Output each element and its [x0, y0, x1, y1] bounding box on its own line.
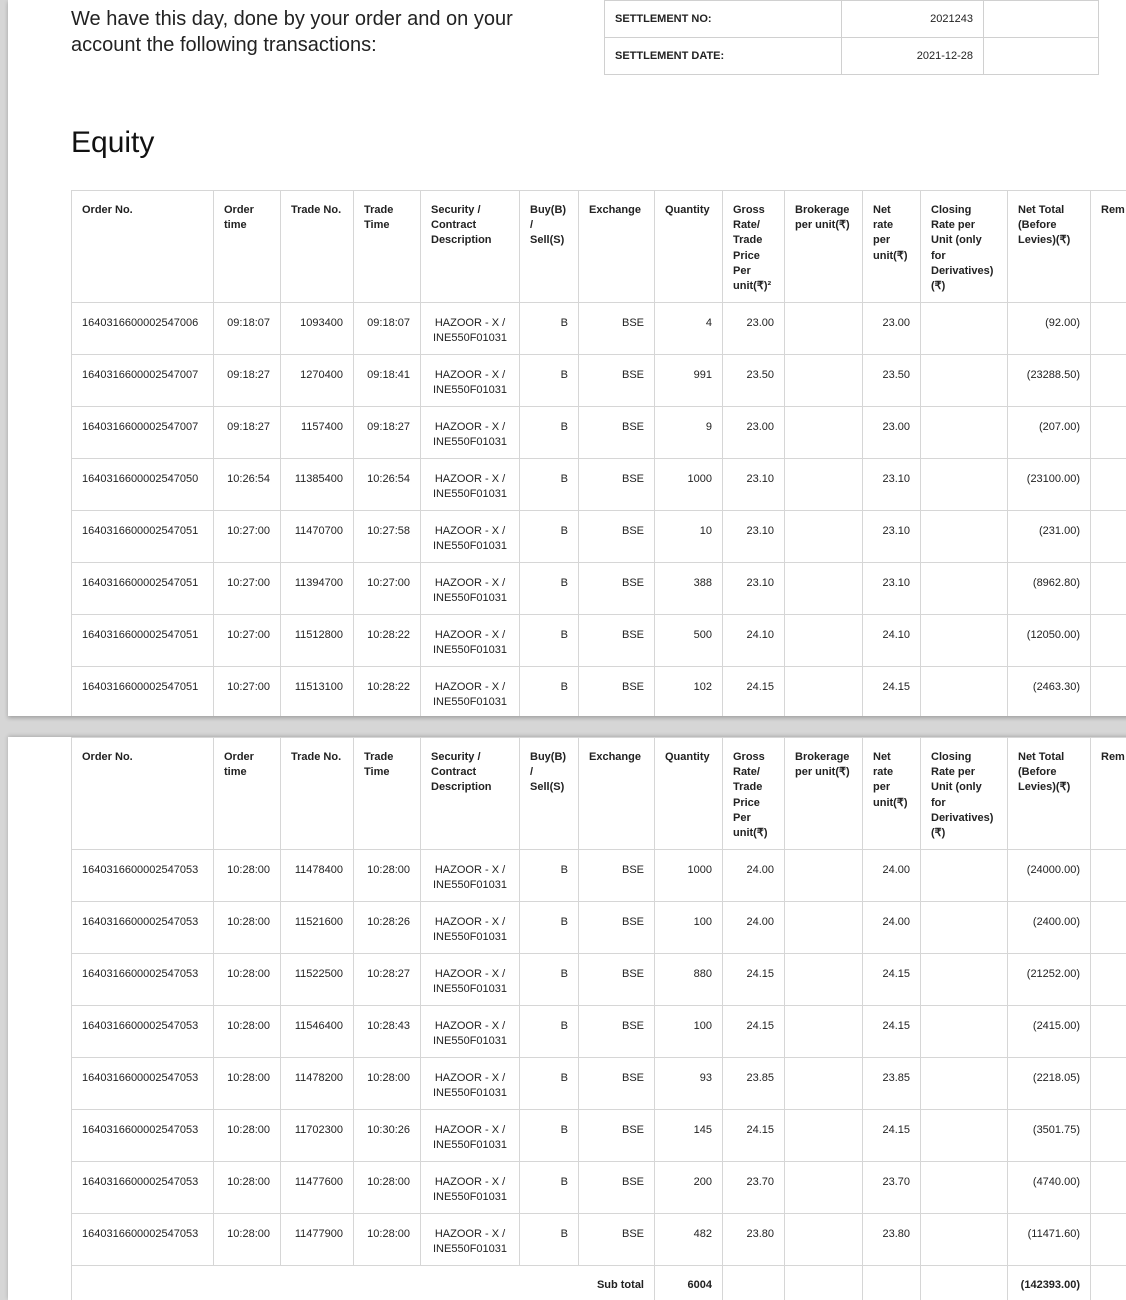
- cell-quantity: 1000: [655, 850, 723, 902]
- column-header-quantity: Quantity: [655, 191, 723, 303]
- settlement-no-row: [605, 1, 1099, 38]
- cell-security: HAZOOR - X / INE550F01031: [421, 459, 520, 511]
- cell-brokerage: [785, 355, 863, 407]
- cell-net-total: (2415.00): [1008, 1006, 1091, 1058]
- cell-buy-sell: B: [520, 850, 579, 902]
- cell-order-no: 1640316600002547053: [72, 1110, 214, 1162]
- column-header-order-no: Order No.: [72, 738, 214, 850]
- cell-quantity: 482: [655, 1214, 723, 1266]
- cell-order-time: 10:28:00: [214, 902, 281, 954]
- cell-trade-no: 1093400: [281, 303, 354, 355]
- table-row: [72, 563, 1126, 615]
- cell-brokerage: [785, 407, 863, 459]
- column-header-order-time: Order time: [214, 191, 281, 303]
- cell-buy-sell: B: [520, 902, 579, 954]
- cell-order-time: 09:18:07: [214, 303, 281, 355]
- cell-order-no: 1640316600002547053: [72, 1214, 214, 1266]
- cell-trade-time: 09:18:27: [354, 407, 421, 459]
- cell-exchange: BSE: [579, 902, 655, 954]
- cell-security: HAZOOR - X / INE550F01031: [421, 1058, 520, 1110]
- cell-order-no: 1640316600002547053: [72, 850, 214, 902]
- cell-quantity: 500: [655, 615, 723, 667]
- settlement-date-value: 2021-12-28: [842, 38, 984, 75]
- cell-trade-time: 10:28:00: [354, 850, 421, 902]
- cell-order-no: 1640316600002547053: [72, 1058, 214, 1110]
- table-row: [72, 355, 1126, 407]
- cell-trade-no: 11546400: [281, 1006, 354, 1058]
- cell-gross-rate: 24.15: [723, 667, 785, 717]
- cell-brokerage: [785, 511, 863, 563]
- cell-order-time: 10:28:00: [214, 1006, 281, 1058]
- cell-net-rate: 23.10: [863, 563, 921, 615]
- cell-gross-rate: 23.80: [723, 1214, 785, 1266]
- cell-gross-rate: 24.00: [723, 902, 785, 954]
- cell-net-rate: 24.15: [863, 1006, 921, 1058]
- cell-remarks: [1091, 511, 1126, 563]
- cell-brokerage: [785, 1058, 863, 1110]
- cell-net-total: (231.00): [1008, 511, 1091, 563]
- cell-security: HAZOOR - X / INE550F01031: [421, 902, 520, 954]
- cell-security: HAZOOR - X / INE550F01031: [421, 1006, 520, 1058]
- cell-brokerage: [785, 563, 863, 615]
- cell-exchange: BSE: [579, 355, 655, 407]
- table-row: [72, 511, 1126, 563]
- column-header-trade-no: Trade No.: [281, 738, 354, 850]
- cell-exchange: BSE: [579, 1058, 655, 1110]
- cell-brokerage: [785, 1162, 863, 1214]
- cell-buy-sell: B: [520, 1110, 579, 1162]
- cell-brokerage: [785, 667, 863, 717]
- cell-buy-sell: B: [520, 407, 579, 459]
- cell-closing-rate: [921, 355, 1008, 407]
- cell-closing-rate: [921, 1058, 1008, 1110]
- cell-buy-sell: B: [520, 1006, 579, 1058]
- cell-order-no: 1640316600002547051: [72, 615, 214, 667]
- cell-net-rate: 23.00: [863, 407, 921, 459]
- column-header-trade-time: Trade Time: [354, 738, 421, 850]
- cell-exchange: BSE: [579, 303, 655, 355]
- column-header-quantity: Quantity: [655, 738, 723, 850]
- cell-quantity: 100: [655, 902, 723, 954]
- column-header-closing-rate: Closing Rate per Unit (only for Derivatives)(₹): [921, 738, 1008, 850]
- column-header-buy-sell: Buy(B) / Sell(S): [520, 738, 579, 850]
- cell-net-total: (92.00): [1008, 303, 1091, 355]
- cell-trade-no: 1157400: [281, 407, 354, 459]
- cell-net-rate: 23.70: [863, 1162, 921, 1214]
- settlement-date-row: [605, 38, 1099, 75]
- cell-closing-rate: [921, 1162, 1008, 1214]
- table-row: [72, 1110, 1126, 1162]
- cell-trade-time: 10:28:26: [354, 902, 421, 954]
- cell-security: HAZOOR - X / INE550F01031: [421, 407, 520, 459]
- cell-quantity: 93: [655, 1058, 723, 1110]
- cell-quantity: 991: [655, 355, 723, 407]
- column-header-order-no: Order No.: [72, 191, 214, 303]
- cell-net-rate: 23.80: [863, 1214, 921, 1266]
- cell-order-no: 1640316600002547007: [72, 407, 214, 459]
- cell-quantity: 102: [655, 667, 723, 717]
- table-row: [72, 902, 1126, 954]
- column-header-buy-sell: Buy(B) / Sell(S): [520, 191, 579, 303]
- cell-order-no: 1640316600002547051: [72, 511, 214, 563]
- cell-gross-rate: 24.15: [723, 1006, 785, 1058]
- statement-page-1: [8, 0, 1126, 716]
- cell-order-time: 09:18:27: [214, 355, 281, 407]
- cell-order-no: 1640316600002547007: [72, 355, 214, 407]
- cell-gross-rate: 24.15: [723, 1110, 785, 1162]
- table-row: [72, 1058, 1126, 1110]
- table-row: [72, 1162, 1126, 1214]
- cell-closing-rate: [921, 407, 1008, 459]
- intro-text: We have this day, done by your order and on your account the following transactions:: [71, 8, 513, 56]
- cell-brokerage: [785, 615, 863, 667]
- cell-remarks: [1091, 902, 1126, 954]
- cell-gross-rate: 24.10: [723, 615, 785, 667]
- cell-gross-rate: 23.00: [723, 303, 785, 355]
- cell-trade-no: 11521600: [281, 902, 354, 954]
- cell-trade-no: 11477900: [281, 1214, 354, 1266]
- column-header-security: Security / Contract Description: [421, 191, 520, 303]
- cell-remarks: [1091, 563, 1126, 615]
- cell-gross-rate: 23.10: [723, 511, 785, 563]
- table-row: [72, 615, 1126, 667]
- subtotal-empty-cell: [723, 1266, 785, 1300]
- cell-trade-time: 10:26:54: [354, 459, 421, 511]
- subtotal-empty-cell: [785, 1266, 863, 1300]
- cell-trade-no: 11477600: [281, 1162, 354, 1214]
- cell-trade-no: 11470700: [281, 511, 354, 563]
- cell-order-no: 1640316600002547053: [72, 902, 214, 954]
- column-header-trade-time: Trade Time: [354, 191, 421, 303]
- cell-security: HAZOOR - X / INE550F01031: [421, 1214, 520, 1266]
- cell-closing-rate: [921, 954, 1008, 1006]
- cell-buy-sell: B: [520, 563, 579, 615]
- cell-net-total: (12050.00): [1008, 615, 1091, 667]
- column-header-brokerage: Brokerage per unit(₹): [785, 191, 863, 303]
- table-row: [72, 407, 1126, 459]
- table-row: [72, 459, 1126, 511]
- subtotal-empty-cell: [863, 1266, 921, 1300]
- cell-net-rate: 24.15: [863, 667, 921, 717]
- cell-remarks: [1091, 355, 1126, 407]
- cell-trade-time: 10:28:43: [354, 1006, 421, 1058]
- cell-remarks: [1091, 303, 1126, 355]
- cell-exchange: BSE: [579, 1110, 655, 1162]
- cell-net-total: (8962.80): [1008, 563, 1091, 615]
- equity-trades-table-page2: [71, 737, 1126, 1300]
- cell-remarks: [1091, 1110, 1126, 1162]
- cell-net-total: (24000.00): [1008, 850, 1091, 902]
- cell-remarks: [1091, 1162, 1126, 1214]
- cell-net-rate: 24.00: [863, 850, 921, 902]
- cell-closing-rate: [921, 1110, 1008, 1162]
- cell-trade-time: 10:30:26: [354, 1110, 421, 1162]
- cell-trade-no: 11512800: [281, 615, 354, 667]
- cell-gross-rate: 24.00: [723, 850, 785, 902]
- cell-trade-no: 11478200: [281, 1058, 354, 1110]
- cell-exchange: BSE: [579, 1162, 655, 1214]
- cell-net-rate: 24.10: [863, 615, 921, 667]
- table-row: [72, 954, 1126, 1006]
- subtotal-label: Sub total: [72, 1266, 655, 1300]
- cell-exchange: BSE: [579, 407, 655, 459]
- cell-brokerage: [785, 459, 863, 511]
- cell-exchange: BSE: [579, 954, 655, 1006]
- cell-remarks: [1091, 850, 1126, 902]
- cell-remarks: [1091, 1006, 1126, 1058]
- cell-security: HAZOOR - X / INE550F01031: [421, 563, 520, 615]
- statement-page-2: [8, 737, 1126, 1300]
- cell-brokerage: [785, 954, 863, 1006]
- cell-trade-no: 1270400: [281, 355, 354, 407]
- table-header-row: [72, 191, 1126, 303]
- cell-quantity: 1000: [655, 459, 723, 511]
- cell-exchange: BSE: [579, 511, 655, 563]
- cell-trade-no: 11394700: [281, 563, 354, 615]
- cell-quantity: 4: [655, 303, 723, 355]
- cell-gross-rate: 23.00: [723, 407, 785, 459]
- column-header-net-rate: Net rate per unit(₹): [863, 191, 921, 303]
- subtotal-empty-cell: [921, 1266, 1008, 1300]
- cell-brokerage: [785, 303, 863, 355]
- cell-brokerage: [785, 902, 863, 954]
- cell-exchange: BSE: [579, 563, 655, 615]
- cell-remarks: [1091, 1058, 1126, 1110]
- equity-trades-table-page1: [71, 190, 1126, 716]
- settlement-date-label: SETTLEMENT DATE:: [605, 38, 842, 75]
- cell-remarks: [1091, 615, 1126, 667]
- cell-buy-sell: B: [520, 511, 579, 563]
- cell-trade-time: 10:28:22: [354, 615, 421, 667]
- column-header-order-time: Order time: [214, 738, 281, 850]
- table-row: [72, 303, 1126, 355]
- cell-closing-rate: [921, 303, 1008, 355]
- cell-buy-sell: B: [520, 1214, 579, 1266]
- cell-trade-no: 11522500: [281, 954, 354, 1006]
- cell-trade-no: 11702300: [281, 1110, 354, 1162]
- cell-brokerage: [785, 1110, 863, 1162]
- cell-order-time: 09:18:27: [214, 407, 281, 459]
- section-title-equity: Equity: [71, 126, 155, 159]
- cell-quantity: 145: [655, 1110, 723, 1162]
- cell-net-rate: 24.15: [863, 954, 921, 1006]
- cell-order-time: 10:27:00: [214, 563, 281, 615]
- cell-brokerage: [785, 1006, 863, 1058]
- cell-gross-rate: 23.10: [723, 563, 785, 615]
- cell-exchange: BSE: [579, 1214, 655, 1266]
- cell-closing-rate: [921, 902, 1008, 954]
- table-row: [72, 1006, 1126, 1058]
- column-header-exchange: Exchange: [579, 191, 655, 303]
- cell-net-total: (3501.75): [1008, 1110, 1091, 1162]
- cell-net-rate: 23.50: [863, 355, 921, 407]
- cell-security: HAZOOR - X / INE550F01031: [421, 1162, 520, 1214]
- cell-order-time: 10:28:00: [214, 1058, 281, 1110]
- cell-quantity: 100: [655, 1006, 723, 1058]
- cell-remarks: [1091, 459, 1126, 511]
- cell-security: HAZOOR - X / INE550F01031: [421, 615, 520, 667]
- cell-buy-sell: B: [520, 1058, 579, 1110]
- cell-quantity: 10: [655, 511, 723, 563]
- column-header-net-total: Net Total (Before Levies)(₹): [1008, 738, 1091, 850]
- cell-order-no: 1640316600002547053: [72, 954, 214, 1006]
- cell-gross-rate: 24.15: [723, 954, 785, 1006]
- cell-buy-sell: B: [520, 303, 579, 355]
- cell-security: HAZOOR - X / INE550F01031: [421, 1110, 520, 1162]
- cell-exchange: BSE: [579, 1006, 655, 1058]
- cell-net-total: (2400.00): [1008, 902, 1091, 954]
- column-header-trade-no: Trade No.: [281, 191, 354, 303]
- table-row: [72, 667, 1126, 717]
- column-header-remarks: Rem: [1091, 191, 1126, 303]
- subtotal-quantity: 6004: [655, 1266, 723, 1300]
- cell-closing-rate: [921, 1006, 1008, 1058]
- cell-trade-time: 10:28:00: [354, 1058, 421, 1110]
- cell-net-total: (11471.60): [1008, 1214, 1091, 1266]
- cell-order-no: 1640316600002547053: [72, 1006, 214, 1058]
- cell-remarks: [1091, 667, 1126, 717]
- cell-order-time: 10:27:00: [214, 511, 281, 563]
- cell-security: HAZOOR - X / INE550F01031: [421, 850, 520, 902]
- column-header-closing-rate: Closing Rate per Unit (only for Derivatives)(₹): [921, 191, 1008, 303]
- subtotal-empty-cell: [1091, 1266, 1126, 1300]
- column-header-gross-rate: Gross Rate/ Trade Price Per unit(₹): [723, 738, 785, 850]
- column-header-remarks: Rem: [1091, 738, 1126, 850]
- cell-closing-rate: [921, 563, 1008, 615]
- column-header-brokerage: Brokerage per unit(₹): [785, 738, 863, 850]
- cell-remarks: [1091, 407, 1126, 459]
- table-header-row: [72, 738, 1126, 850]
- cell-closing-rate: [921, 667, 1008, 717]
- table-row: [72, 1214, 1126, 1266]
- cell-order-time: 10:28:00: [214, 954, 281, 1006]
- cell-order-no: 1640316600002547051: [72, 563, 214, 615]
- cell-trade-time: 10:28:22: [354, 667, 421, 717]
- cell-net-rate: 23.10: [863, 511, 921, 563]
- settlement-no-label: SETTLEMENT NO:: [605, 1, 842, 38]
- cell-remarks: [1091, 1214, 1126, 1266]
- settlement-no-value: 2021243: [842, 1, 984, 38]
- subtotal-net-total: (142393.00): [1008, 1266, 1091, 1300]
- cell-buy-sell: B: [520, 355, 579, 407]
- cell-trade-time: 10:28:00: [354, 1162, 421, 1214]
- cell-security: HAZOOR - X / INE550F01031: [421, 303, 520, 355]
- cell-net-total: (23288.50): [1008, 355, 1091, 407]
- cell-quantity: 9: [655, 407, 723, 459]
- cell-net-rate: 24.00: [863, 902, 921, 954]
- cell-closing-rate: [921, 850, 1008, 902]
- column-header-security: Security / Contract Description: [421, 738, 520, 850]
- cell-exchange: BSE: [579, 459, 655, 511]
- cell-trade-time: 10:27:58: [354, 511, 421, 563]
- cell-trade-time: 10:28:27: [354, 954, 421, 1006]
- cell-brokerage: [785, 1214, 863, 1266]
- cell-trade-no: 11478400: [281, 850, 354, 902]
- cell-quantity: 880: [655, 954, 723, 1006]
- cell-buy-sell: B: [520, 954, 579, 1006]
- cell-gross-rate: 23.85: [723, 1058, 785, 1110]
- cell-net-rate: 23.00: [863, 303, 921, 355]
- cell-net-total: (207.00): [1008, 407, 1091, 459]
- cell-gross-rate: 23.50: [723, 355, 785, 407]
- cell-buy-sell: B: [520, 615, 579, 667]
- column-header-net-rate: Net rate per unit(₹): [863, 738, 921, 850]
- cell-closing-rate: [921, 459, 1008, 511]
- cell-net-total: (21252.00): [1008, 954, 1091, 1006]
- cell-trade-time: 09:18:07: [354, 303, 421, 355]
- cell-buy-sell: B: [520, 667, 579, 717]
- table-row: [72, 850, 1126, 902]
- cell-order-time: 10:27:00: [214, 667, 281, 717]
- cell-order-time: 10:28:00: [214, 1162, 281, 1214]
- cell-closing-rate: [921, 615, 1008, 667]
- cell-quantity: 388: [655, 563, 723, 615]
- cell-security: HAZOOR - X / INE550F01031: [421, 667, 520, 717]
- cell-net-rate: 23.10: [863, 459, 921, 511]
- cell-order-time: 10:27:00: [214, 615, 281, 667]
- column-header-gross-rate: Gross Rate/ Trade Price Per unit(₹)²: [723, 191, 785, 303]
- cell-remarks: [1091, 954, 1126, 1006]
- cell-order-time: 10:28:00: [214, 850, 281, 902]
- cell-closing-rate: [921, 511, 1008, 563]
- cell-exchange: BSE: [579, 850, 655, 902]
- cell-net-rate: 24.15: [863, 1110, 921, 1162]
- cell-net-rate: 23.85: [863, 1058, 921, 1110]
- cell-buy-sell: B: [520, 1162, 579, 1214]
- cell-net-total: (23100.00): [1008, 459, 1091, 511]
- cell-order-no: 1640316600002547006: [72, 303, 214, 355]
- cell-trade-time: 09:18:41: [354, 355, 421, 407]
- cell-order-time: 10:28:00: [214, 1110, 281, 1162]
- column-header-exchange: Exchange: [579, 738, 655, 850]
- cell-exchange: BSE: [579, 667, 655, 717]
- cell-order-no: 1640316600002547053: [72, 1162, 214, 1214]
- column-header-net-total: Net Total (Before Levies)(₹): [1008, 191, 1091, 303]
- cell-trade-no: 11385400: [281, 459, 354, 511]
- cell-security: HAZOOR - X / INE550F01031: [421, 954, 520, 1006]
- cell-gross-rate: 23.10: [723, 459, 785, 511]
- cell-trade-no: 11513100: [281, 667, 354, 717]
- settlement-no-extra: [984, 1, 1099, 38]
- settlement-info-table: [604, 0, 1099, 75]
- cell-exchange: BSE: [579, 615, 655, 667]
- cell-buy-sell: B: [520, 459, 579, 511]
- cell-brokerage: [785, 850, 863, 902]
- cell-order-time: 10:28:00: [214, 1214, 281, 1266]
- cell-security: HAZOOR - X / INE550F01031: [421, 355, 520, 407]
- settlement-date-extra: [984, 38, 1099, 75]
- cell-quantity: 200: [655, 1162, 723, 1214]
- cell-net-total: (2218.05): [1008, 1058, 1091, 1110]
- cell-closing-rate: [921, 1214, 1008, 1266]
- cell-security: HAZOOR - X / INE550F01031: [421, 511, 520, 563]
- cell-gross-rate: 23.70: [723, 1162, 785, 1214]
- cell-trade-time: 10:27:00: [354, 563, 421, 615]
- subtotal-row: [72, 1266, 1126, 1300]
- cell-net-total: (4740.00): [1008, 1162, 1091, 1214]
- cell-order-no: 1640316600002547051: [72, 667, 214, 717]
- cell-net-total: (2463.30): [1008, 667, 1091, 717]
- cell-trade-time: 10:28:00: [354, 1214, 421, 1266]
- cell-order-time: 10:26:54: [214, 459, 281, 511]
- cell-order-no: 1640316600002547050: [72, 459, 214, 511]
